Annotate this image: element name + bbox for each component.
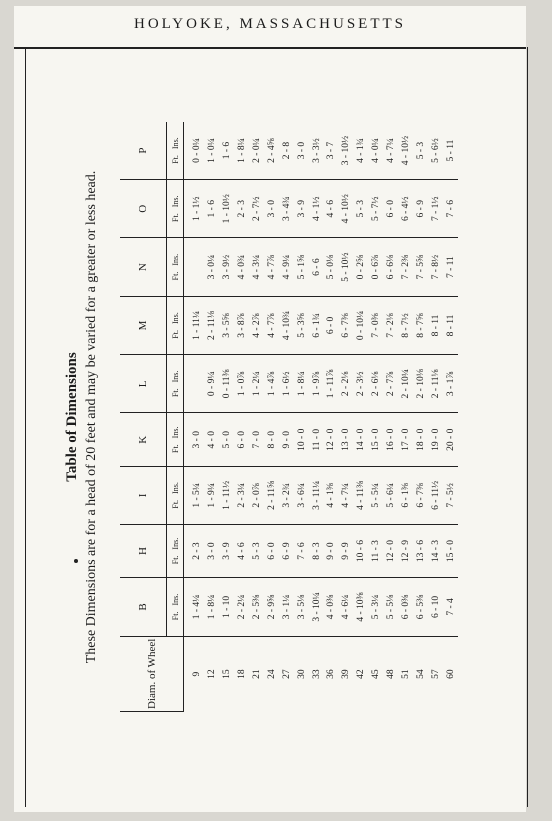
column-letter-o: O [120, 180, 167, 238]
dimension-cell-k: 7 - 0 [250, 413, 265, 467]
dimension-cell-i: 4 - 7¼ [339, 467, 354, 525]
dimension-cell-k: 20 - 0 [443, 413, 458, 467]
dimension-cell-o: 6 - 0 [384, 180, 399, 238]
ft-label: Ft. [170, 555, 180, 565]
ft-label: Ft. [170, 330, 180, 339]
wheel-diameter-cell: 33 [311, 669, 322, 679]
wheel-diameter-cell: 21 [252, 669, 262, 679]
dimension-cell-p: 3 - 3½ [309, 122, 324, 180]
dimension-cell-o: 2 - 7½ [250, 180, 265, 238]
dimension-cell-i: 3 - 2¾ [279, 467, 294, 525]
ft-label: Ft. [170, 611, 180, 621]
dimension-cell-k: 8 - 0 [264, 413, 279, 467]
dimension-cell-p: 5 - 6½ [428, 122, 443, 180]
dimension-cell-p: 1 - 0¼ [205, 122, 220, 180]
table-row [369, 122, 384, 712]
units-b [167, 578, 184, 636]
dimension-cell-k: 12 - 0 [324, 413, 339, 467]
wheel-diameter-cell: 48 [386, 669, 397, 679]
dimension-cell-o: 6 - 9 [413, 180, 428, 238]
dimension-cell-b: 5 - 3¼ [369, 578, 384, 636]
table-title: Table of Dimensions [64, 352, 80, 482]
dimension-cell-o: 6 - 4½ [398, 180, 413, 238]
dimension-cell-p: 1 - 8¼ [235, 122, 250, 180]
wheel-diameter-cell: 36 [326, 669, 337, 679]
dimension-cell-b: 6 - 5⅜ [413, 578, 428, 636]
dimension-cell-b: 6 - 10 [428, 578, 443, 636]
dimension-cell-m: 2 - 11⅛ [205, 296, 220, 354]
units-i [167, 467, 184, 525]
table-row [339, 122, 354, 712]
dimension-cell-b: 4 - 10⅜ [354, 578, 369, 636]
dimension-cell-m: 3 - 5⅝ [220, 296, 235, 354]
table-row [398, 122, 413, 712]
dimension-cell-h: 11 - 3 [369, 524, 384, 578]
left-rule [25, 47, 26, 807]
units-n [167, 238, 184, 296]
wheel-diameter-cell: 39 [341, 669, 352, 679]
dimension-cell-o: 3 - 0 [264, 180, 279, 238]
dimension-cell-p: 4 - 0¼ [369, 122, 384, 180]
dimension-cell-m: 6 - 1¾ [309, 296, 324, 354]
dimension-cell-h: 6 - 0 [264, 524, 279, 578]
dimension-cell-n: 3 - 9½ [220, 238, 235, 296]
dimension-cell-l: 2 - 3½ [354, 355, 369, 413]
dimension-cell-k: 11 - 0 [309, 413, 324, 467]
dimension-cell-m: 5 - 3⅝ [294, 296, 309, 354]
dimension-cell-n: 5 - 1⅝ [294, 238, 309, 296]
dimension-cell-n: 5 - 10½ [339, 238, 354, 296]
dimension-cell-l [184, 355, 205, 413]
dimension-cell-k: 3 - 0 [184, 413, 205, 467]
dimension-cell-n: 5 - 0⅛ [324, 238, 339, 296]
dimension-cell-m: 4 - 7⅞ [264, 296, 279, 354]
dimension-cell-o: 4 - 10½ [339, 180, 354, 238]
dimension-cell-l: 2 - 6⅛ [369, 355, 384, 413]
dimension-cell-o: 1 - 1½ [184, 180, 205, 238]
table-row [220, 122, 235, 712]
dimension-cell-o: 1 - 10½ [220, 180, 235, 238]
dimension-cell-l: 1 - 6½ [279, 355, 294, 413]
dimension-cell-m: 0 - 10¼ [354, 296, 369, 354]
dimension-cell-b: 3 - 1¼ [279, 578, 294, 636]
dimension-cell-h: 8 - 3 [309, 524, 324, 578]
table-subtitle: These Dimensions are for a head of 20 feet and may be varied for a greater or less head. [84, 170, 99, 664]
units-l [167, 355, 184, 413]
dimension-cell-k: 14 - 0 [354, 413, 369, 467]
ft-label: Ft. [170, 213, 180, 222]
dimension-cell-b: 4 - 6¼ [339, 578, 354, 636]
dimension-cell-i: 1 - 9¼ [205, 467, 220, 525]
dimension-cell-h: 9 - 9 [339, 524, 354, 578]
dimension-cell-l: 2 - 10⅛ [413, 355, 428, 413]
wheel-diameter-cell: 45 [371, 669, 382, 679]
dimension-cell-m: 3 - 8⅞ [235, 296, 250, 354]
ins-label: Ins. [170, 137, 180, 150]
column-letter-n: N [120, 238, 167, 296]
dimension-cell-p: 4 - 10½ [398, 122, 413, 180]
dimension-cell-n: 6 - 6 [309, 238, 324, 296]
dimension-cell-i: 2 - 0⅞ [250, 467, 265, 525]
dimensions-table [120, 122, 458, 712]
dimension-cell-p: 5 - 11 [443, 122, 458, 180]
column-letter-m: M [120, 296, 167, 354]
units-p [167, 122, 184, 180]
ins-label: Ins. [170, 370, 180, 383]
table-row [413, 122, 428, 712]
units-m [167, 296, 184, 354]
units-h [167, 524, 184, 578]
dimension-cell-l: 0 - 9¼ [205, 355, 220, 413]
dimension-cell-k: 19 - 0 [428, 413, 443, 467]
dimension-cell-m: 8 - 7⅝ [413, 296, 428, 354]
wheel-diameter-cell: 57 [430, 669, 441, 679]
dimension-cell-l: 2 - 7⅞ [384, 355, 399, 413]
dimension-cell-l: 1 - 9⅞ [309, 355, 324, 413]
wheel-diameter-cell: 24 [266, 669, 277, 679]
dimension-cell-n: 0 - 6⅞ [369, 238, 384, 296]
dimension-cell-b: 2 - 9⅝ [264, 578, 279, 636]
table-row [250, 122, 265, 712]
dimension-cell-l: 1 - 11⅞ [324, 355, 339, 413]
dimension-cell-n: 4 - 0¾ [235, 238, 250, 296]
ins-label: Ins. [170, 537, 180, 550]
dimension-cell-k: 13 - 0 [339, 413, 354, 467]
dimension-cell-n: 4 - 3¼ [250, 238, 265, 296]
dimension-cell-l: 2 - 10¼ [398, 355, 413, 413]
table-row [184, 122, 205, 712]
dimension-cell-b: 2 - 5⅜ [250, 578, 265, 636]
table-row [428, 122, 443, 712]
dimension-cell-h: 3 - 9 [220, 524, 235, 578]
column-letter-h: H [120, 524, 167, 578]
dimension-cell-h: 12 - 9 [398, 524, 413, 578]
wheel-diameter-cell: 27 [281, 669, 292, 679]
dimension-cell-i: 6 - 1⅜ [398, 467, 413, 525]
dimension-cell-h: 6 - 9 [279, 524, 294, 578]
dimension-cell-l: 1 - 0⅞ [235, 355, 250, 413]
dimension-cell-k: 16 - 0 [384, 413, 399, 467]
dimension-cell-m: 4 - 2⅞ [250, 296, 265, 354]
ft-label: Ft. [170, 388, 180, 398]
dimension-cell-p: 3 - 7 [324, 122, 339, 180]
dimension-cell-p: 3 - 0 [294, 122, 309, 180]
units-k [167, 413, 184, 467]
dimension-cell-h: 2 - 3 [184, 524, 205, 578]
table-row [354, 122, 369, 712]
dimension-cell-l: 1 - 4⅞ [264, 355, 279, 413]
dimension-cell-b: 7 - 4 [443, 578, 458, 636]
table-row [443, 122, 458, 712]
dimension-cell-n: 7 - 11 [443, 238, 458, 296]
dimension-cell-i: 2 - 3¼ [235, 467, 250, 525]
dimension-cell-i: 7 - 5½ [443, 467, 458, 525]
dimension-cell-n: 3 - 0¼ [205, 238, 220, 296]
dimension-cell-p: 1 - 6 [220, 122, 235, 180]
dimension-cell-p: 5 - 3 [413, 122, 428, 180]
column-letter-l: L [120, 355, 167, 413]
top-rule [14, 47, 526, 49]
ft-label: Ft. [170, 499, 180, 509]
dimension-cell-i: 6 - 11½ [428, 467, 443, 525]
dimension-cell-o: 1 - 6 [205, 180, 220, 238]
dimension-cell-i: 4 - 1⅜ [324, 467, 339, 525]
wheel-diameter-cell: 51 [400, 669, 411, 679]
dimension-cell-h: 13 - 6 [413, 524, 428, 578]
dimension-cell-h: 14 - 3 [428, 524, 443, 578]
dimension-cell-o: 4 - 6 [324, 180, 339, 238]
ins-label: Ins. [170, 482, 180, 494]
table-row [205, 122, 220, 712]
dimension-cell-b: 5 - 5⅛ [384, 578, 399, 636]
ins-label: Ins. [170, 195, 180, 208]
dimension-cell-i: 1 - 5¼ [184, 467, 205, 525]
dimension-cell-h: 15 - 0 [443, 524, 458, 578]
ins-label: Ins. [170, 253, 180, 266]
dimension-cell-n: 4 - 9¼ [279, 238, 294, 296]
dimension-cell-l: 2 - 11⅛ [428, 355, 443, 413]
dimension-cell-m: 7 - 2⅛ [384, 296, 399, 354]
wheel-diameter-cell: 54 [415, 669, 426, 679]
dimension-cell-i: 5 - 5¼ [369, 467, 384, 525]
dimension-cell-b: 3 - 10¼ [309, 578, 324, 636]
dimension-cell-b: 1 - 4¼ [184, 578, 205, 636]
table-body [184, 122, 459, 712]
dimension-cell-b: 3 - 5⅛ [294, 578, 309, 636]
dimension-cell-i: 5 - 6¼ [384, 467, 399, 525]
dimension-cell-b: 2 - 2¼ [235, 578, 250, 636]
dimension-cell-o: 5 - 7½ [369, 180, 384, 238]
column-letter-b: B [120, 578, 167, 636]
dimension-cell-p: 4 - 7¼ [384, 122, 399, 180]
wheel-diameter-cell: 12 [207, 669, 218, 679]
dimension-cell-o: 7 - 6 [443, 180, 458, 238]
column-letter-i: I [120, 467, 167, 525]
dimension-cell-m: 8 - 11 [428, 296, 443, 354]
dimension-cell-i: 3 - 11¼ [309, 467, 324, 525]
dimension-cell-m: 6 - 7⅜ [339, 296, 354, 354]
dimension-cell-n: 0 - 2⅝ [354, 238, 369, 296]
dimension-cell-h: 9 - 0 [324, 524, 339, 578]
ft-label: Ft. [170, 444, 180, 453]
dimension-cell-o: 4 - 1½ [309, 180, 324, 238]
table-row [324, 122, 339, 712]
wheel-diameter-cell: 42 [356, 669, 367, 679]
ins-label: Ins. [170, 593, 180, 606]
dimension-cell-o: 2 - 3 [235, 180, 250, 238]
dimension-cell-p: 4 - 1¾ [354, 122, 369, 180]
dimension-cell-p: 3 - 10½ [339, 122, 354, 180]
dimension-cell-m: 4 - 10¾ [279, 296, 294, 354]
dimension-cell-h: 5 - 3 [250, 524, 265, 578]
dimension-cell-i: 3 - 6¼ [294, 467, 309, 525]
dimension-cell-h: 4 - 6 [235, 524, 250, 578]
dimension-cell-p: 2 - 4⅝ [264, 122, 279, 180]
dimension-cell-l: 1 - 2¼ [250, 355, 265, 413]
ins-label: Ins. [170, 426, 180, 439]
dimension-cell-n: 7 - 5⅝ [413, 238, 428, 296]
units-row [167, 122, 184, 712]
column-letter-k: K [120, 413, 167, 467]
wheel-diameter-cell: 30 [296, 669, 307, 679]
dimension-cell-h: 3 - 0 [205, 524, 220, 578]
table-row [264, 122, 279, 712]
dimension-cell-l: 3 - 1⅞ [443, 355, 458, 413]
dimension-cell-b: 1 - 8¼ [205, 578, 220, 636]
dimension-cell-n [184, 238, 205, 296]
dimension-cell-h: 10 - 6 [354, 524, 369, 578]
dimension-cell-o: 3 - 9 [294, 180, 309, 238]
dimension-cell-l: 2 - 2⅛ [339, 355, 354, 413]
diam-header: Diam. of Wheel [120, 636, 184, 711]
wheel-diameter-cell: 18 [237, 669, 248, 679]
right-rule [527, 47, 528, 807]
dimension-cell-m: 8 - 7½ [398, 296, 413, 354]
dimension-cell-k: 17 - 0 [398, 413, 413, 467]
table-row [294, 122, 309, 712]
dimension-cell-l: 1 - 8¼ [294, 355, 309, 413]
dimension-cell-k: 15 - 0 [369, 413, 384, 467]
dimension-cell-o: 7 - 1½ [428, 180, 443, 238]
dimension-cell-i: 2 - 11⅝ [264, 467, 279, 525]
dimension-cell-m: 6 - 0 [324, 296, 339, 354]
ft-label: Ft. [170, 271, 180, 281]
dimension-cell-n: 6 - 6⅛ [384, 238, 399, 296]
dimension-cell-o: 3 - 4¾ [279, 180, 294, 238]
dimension-cell-b: 1 - 10 [220, 578, 235, 636]
dimension-cell-b: 4 - 0⅜ [324, 578, 339, 636]
dimension-cell-n: 7 - 2⅜ [398, 238, 413, 296]
units-o [167, 180, 184, 238]
dimension-cell-h: 12 - 0 [384, 524, 399, 578]
ins-label: Ins. [170, 312, 180, 325]
dimension-cell-p: 2 - 8 [279, 122, 294, 180]
wheel-diameter-cell: 9 [192, 671, 203, 677]
dimension-cell-o: 5 - 3 [354, 180, 369, 238]
wheel-diameter-cell: 60 [445, 669, 456, 679]
dimension-cell-k: 6 - 0 [235, 413, 250, 467]
dimension-cell-n: 7 - 8½ [428, 238, 443, 296]
dimension-cell-i: 1 - 11½ [220, 467, 235, 525]
ft-label: Ft. [170, 155, 180, 164]
dimension-cell-k: 4 - 0 [205, 413, 220, 467]
dimension-cell-p: 0 - 0¼ [184, 122, 205, 180]
table-row [235, 122, 250, 712]
table-row [384, 122, 399, 712]
dimension-cell-m: 7 - 0⅜ [369, 296, 384, 354]
dimension-cell-k: 10 - 0 [294, 413, 309, 467]
dimension-cell-n: 4 - 7⅞ [264, 238, 279, 296]
page-header: HOLYOKE, MASSACHUSETTS [133, 16, 406, 32]
dimension-cell-p: 2 - 0¼ [250, 122, 265, 180]
column-letter-p: P [120, 122, 167, 180]
dimension-cell-b: 6 - 0⅜ [398, 578, 413, 636]
dimension-cell-m: 1 - 11¼ [184, 296, 205, 354]
table-row [309, 122, 324, 712]
dimension-cell-k: 5 - 0 [220, 413, 235, 467]
rotated-table-block [64, 122, 474, 712]
dimension-cell-l: 0 - 11⅜ [220, 355, 235, 413]
dimension-cell-k: 9 - 0 [279, 413, 294, 467]
dimension-cell-m: 8 - 11 [443, 296, 458, 354]
dimension-cell-i: 4 - 11⅜ [354, 467, 369, 525]
dimension-cell-h: 7 - 6 [294, 524, 309, 578]
dimension-cell-i: 6 - 7⅜ [413, 467, 428, 525]
dimension-cell-k: 18 - 0 [413, 413, 428, 467]
wheel-diameter-cell: 15 [222, 669, 233, 679]
column-letter-row [120, 122, 167, 712]
table-row [279, 122, 294, 712]
